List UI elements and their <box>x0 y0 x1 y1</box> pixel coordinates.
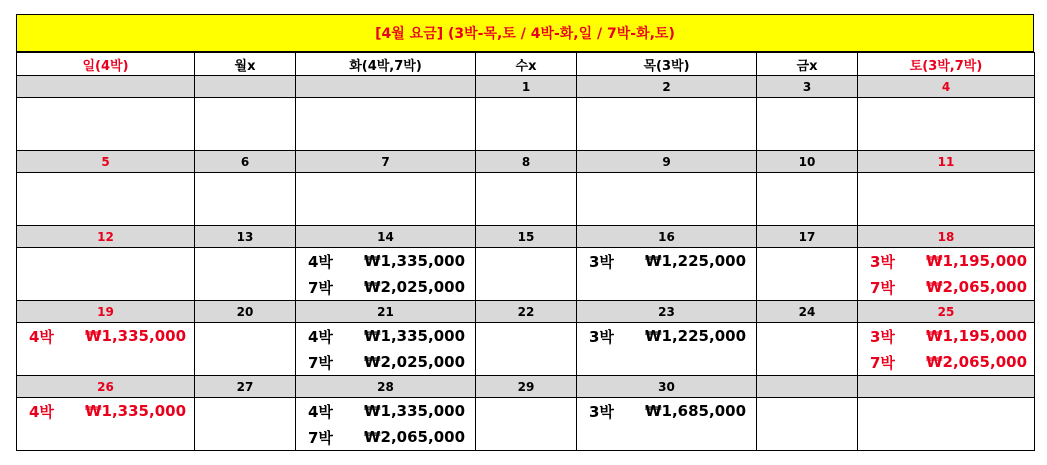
date-cell-tue <box>296 76 476 98</box>
price-cell-thu <box>577 98 757 151</box>
date-cell-fri: 3 <box>757 76 858 98</box>
date-cell-tue: 28 <box>296 376 476 398</box>
calendar-table <box>16 52 1035 451</box>
header-sun: 일(4박) <box>17 53 195 76</box>
nights-label: 4박 <box>29 402 54 421</box>
price-cell-sun <box>17 398 195 451</box>
price-cell-wed <box>476 173 577 226</box>
nights-label: 3박 <box>589 252 614 271</box>
price-value: ₩1,335,000 <box>364 402 466 420</box>
price-cell-tue <box>296 323 476 376</box>
price-line <box>858 323 1034 349</box>
price-line <box>577 248 756 274</box>
date-row <box>17 376 1035 398</box>
date-cell-wed: 1 <box>476 76 577 98</box>
nights-label: 7박 <box>308 428 333 447</box>
date-cell-sun: 26 <box>17 376 195 398</box>
header-sat: 토(3박,7박) <box>858 53 1035 76</box>
nights-label: 4박 <box>29 327 54 346</box>
price-value: ₩2,065,000 <box>926 353 1028 371</box>
price-cell-sat <box>858 173 1035 226</box>
price-line <box>858 248 1034 274</box>
date-row <box>17 151 1035 173</box>
date-cell-fri: 10 <box>757 151 858 173</box>
price-line <box>296 349 475 375</box>
date-cell-fri: 17 <box>757 226 858 248</box>
date-cell-mon: 6 <box>195 151 296 173</box>
date-cell-sun: 12 <box>17 226 195 248</box>
page-title: [4월 요금] (3박-목,토 / 4박-화,일 / 7박-화,토) <box>16 14 1034 52</box>
nights-label: 7박 <box>308 353 333 372</box>
price-value: ₩1,225,000 <box>645 327 747 345</box>
price-cell-sat <box>858 323 1035 376</box>
price-cell-mon <box>195 248 296 301</box>
date-cell-thu: 30 <box>577 376 757 398</box>
price-cell-tue <box>296 173 476 226</box>
date-cell-sat: 11 <box>858 151 1035 173</box>
date-cell-sun: 5 <box>17 151 195 173</box>
price-cell-mon <box>195 98 296 151</box>
price-value: ₩2,065,000 <box>364 428 466 446</box>
header-wed: 수x <box>476 53 577 76</box>
price-row <box>17 323 1035 376</box>
price-line <box>296 323 475 349</box>
price-cell-wed <box>476 248 577 301</box>
date-cell-sat <box>858 376 1035 398</box>
date-cell-sun <box>17 76 195 98</box>
header-mon: 월x <box>195 53 296 76</box>
price-value: ₩1,335,000 <box>364 327 466 345</box>
price-value: ₩2,065,000 <box>926 278 1028 296</box>
price-row <box>17 98 1035 151</box>
price-value: ₩1,685,000 <box>645 402 747 420</box>
date-cell-sat: 18 <box>858 226 1035 248</box>
date-cell-fri <box>757 376 858 398</box>
nights-label: 4박 <box>308 327 333 346</box>
price-cell-wed <box>476 98 577 151</box>
price-value: ₩1,195,000 <box>926 327 1028 345</box>
price-line <box>296 398 475 424</box>
price-cell-tue <box>296 398 476 451</box>
price-cell-mon <box>195 173 296 226</box>
price-value: ₩1,195,000 <box>926 252 1028 270</box>
date-cell-thu: 16 <box>577 226 757 248</box>
price-line <box>577 398 756 424</box>
nights-label: 3박 <box>870 252 895 271</box>
date-cell-thu: 23 <box>577 301 757 323</box>
price-value: ₩2,025,000 <box>364 353 466 371</box>
price-cell-tue <box>296 248 476 301</box>
price-value: ₩1,225,000 <box>645 252 747 270</box>
price-value: ₩1,335,000 <box>85 327 187 345</box>
price-cell-sun <box>17 248 195 301</box>
price-cell-thu <box>577 248 757 301</box>
nights-label: 4박 <box>308 252 333 271</box>
price-cell-thu <box>577 173 757 226</box>
price-row <box>17 398 1035 451</box>
header-tue: 화(4박,7박) <box>296 53 476 76</box>
price-cell-fri <box>757 398 858 451</box>
price-line <box>577 323 756 349</box>
date-cell-fri: 24 <box>757 301 858 323</box>
price-cell-fri <box>757 248 858 301</box>
date-cell-wed: 22 <box>476 301 577 323</box>
header-fri: 금x <box>757 53 858 76</box>
date-cell-sat: 25 <box>858 301 1035 323</box>
date-cell-thu: 9 <box>577 151 757 173</box>
nights-label: 7박 <box>870 353 895 372</box>
nights-label: 3박 <box>589 327 614 346</box>
date-cell-wed: 15 <box>476 226 577 248</box>
price-line <box>296 424 475 450</box>
date-row <box>17 301 1035 323</box>
price-value: ₩2,025,000 <box>364 278 466 296</box>
date-cell-tue: 14 <box>296 226 476 248</box>
price-cell-wed <box>476 398 577 451</box>
date-cell-thu: 2 <box>577 76 757 98</box>
price-cell-fri <box>757 98 858 151</box>
header-row <box>17 53 1035 76</box>
price-cell-fri <box>757 323 858 376</box>
price-cell-fri <box>757 173 858 226</box>
header-thu: 목(3박) <box>577 53 757 76</box>
date-cell-mon: 13 <box>195 226 296 248</box>
price-value: ₩1,335,000 <box>85 402 187 420</box>
date-cell-mon: 27 <box>195 376 296 398</box>
price-cell-mon <box>195 398 296 451</box>
price-line <box>296 274 475 300</box>
price-line <box>858 274 1034 300</box>
price-cell-sat <box>858 398 1035 451</box>
nights-label: 3박 <box>870 327 895 346</box>
date-cell-sun: 19 <box>17 301 195 323</box>
price-cell-thu <box>577 323 757 376</box>
price-line <box>17 398 194 424</box>
date-row <box>17 226 1035 248</box>
price-line <box>296 248 475 274</box>
nights-label: 7박 <box>870 278 895 297</box>
price-row <box>17 173 1035 226</box>
price-cell-tue <box>296 98 476 151</box>
nights-label: 7박 <box>308 278 333 297</box>
price-cell-sat <box>858 98 1035 151</box>
price-cell-wed <box>476 323 577 376</box>
price-line <box>858 349 1034 375</box>
date-cell-tue: 7 <box>296 151 476 173</box>
date-cell-wed: 29 <box>476 376 577 398</box>
date-cell-tue: 21 <box>296 301 476 323</box>
price-line <box>17 323 194 349</box>
price-cell-thu <box>577 398 757 451</box>
price-cell-sun <box>17 98 195 151</box>
date-cell-sat: 4 <box>858 76 1035 98</box>
price-cell-sun <box>17 173 195 226</box>
date-cell-mon <box>195 76 296 98</box>
nights-label: 4박 <box>308 402 333 421</box>
price-value: ₩1,335,000 <box>364 252 466 270</box>
price-cell-sat <box>858 248 1035 301</box>
price-row <box>17 248 1035 301</box>
nights-label: 3박 <box>589 402 614 421</box>
date-cell-wed: 8 <box>476 151 577 173</box>
date-row <box>17 76 1035 98</box>
price-cell-mon <box>195 323 296 376</box>
price-cell-sun <box>17 323 195 376</box>
calendar-wrapper <box>16 14 1034 451</box>
date-cell-mon: 20 <box>195 301 296 323</box>
